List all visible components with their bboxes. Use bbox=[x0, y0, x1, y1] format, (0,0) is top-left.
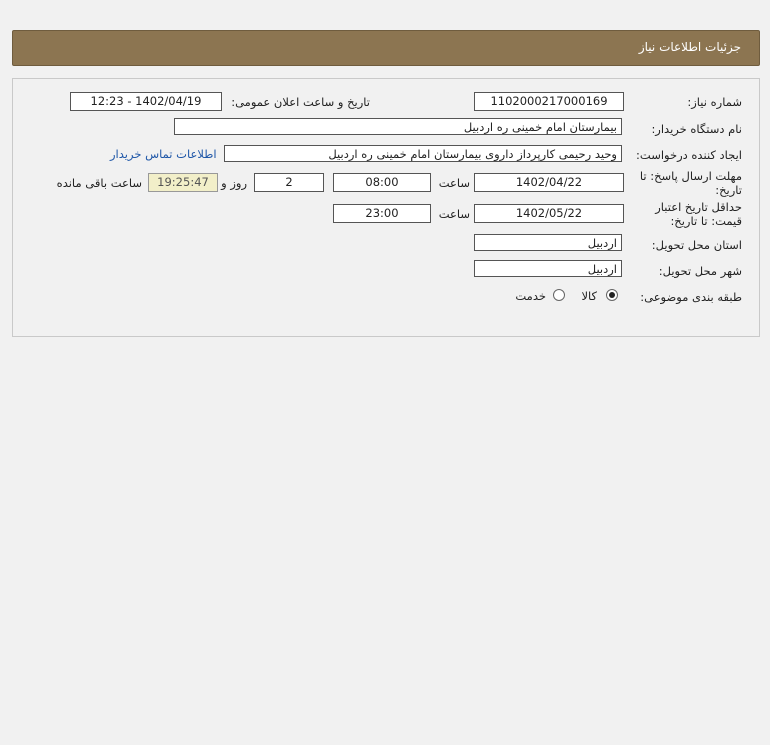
need-number-field: 1102000217000169 bbox=[474, 92, 624, 111]
deadline-label-line2: تاریخ: bbox=[715, 183, 742, 197]
validity-label-line2: قیمت: تا تاریخ: bbox=[670, 214, 742, 228]
validity-date-field: 1402/05/22 bbox=[474, 204, 624, 223]
category-goods-radio[interactable] bbox=[606, 289, 618, 301]
contact-buyer-link[interactable]: اطلاعات تماس خریدار bbox=[110, 147, 217, 161]
deadline-label-line1: مهلت ارسال پاسخ: تا bbox=[639, 169, 742, 183]
need-number-label: شماره نیاز: bbox=[687, 95, 742, 109]
delivery-city-field: اردبیل bbox=[474, 260, 622, 277]
deadline-label bbox=[640, 169, 742, 197]
days-label: روز و bbox=[221, 176, 247, 190]
page-header bbox=[12, 30, 760, 66]
delivery-province-field: اردبیل bbox=[474, 234, 622, 251]
delivery-city-label: شهر محل تحویل: bbox=[658, 264, 742, 278]
announce-date-label: تاریخ و ساعت اعلان عمومی: bbox=[231, 95, 370, 109]
validity-time-label: ساعت bbox=[438, 207, 470, 221]
validity-label-line1: حداقل تاریخ اعتبار bbox=[655, 200, 742, 214]
category-goods-label: کالا bbox=[581, 289, 597, 303]
deadline-time-label: ساعت bbox=[438, 176, 470, 190]
deadline-time-field: 08:00 bbox=[333, 173, 431, 192]
category-label: طبقه بندی موضوعی: bbox=[640, 290, 742, 304]
requester-field: وحید رحیمی کارپرداز داروی بیمارستان امام خمینی ره اردبیل bbox=[224, 145, 622, 162]
category-service-radio[interactable] bbox=[553, 289, 565, 301]
announce-date-field: 1402/04/19 - 12:23 bbox=[70, 92, 222, 111]
deadline-date-field: 1402/04/22 bbox=[474, 173, 624, 192]
delivery-province-label: استان محل تحویل: bbox=[651, 238, 742, 252]
buyer-org-label: نام دستگاه خریدار: bbox=[651, 122, 742, 136]
validity-time-field: 23:00 bbox=[333, 204, 431, 223]
validity-label bbox=[655, 200, 742, 228]
days-remaining-field: 2 bbox=[254, 173, 324, 192]
remaining-time-field: 19:25:47 bbox=[148, 173, 218, 192]
buyer-org-field: بیمارستان امام خمینی ره اردبیل bbox=[174, 118, 622, 135]
remaining-time-label: ساعت باقی مانده bbox=[56, 176, 142, 190]
requester-label: ایجاد کننده درخواست: bbox=[636, 148, 742, 162]
page-title: جزئیات اطلاعات نیاز bbox=[638, 40, 741, 54]
category-service-label: خدمت bbox=[515, 289, 546, 303]
